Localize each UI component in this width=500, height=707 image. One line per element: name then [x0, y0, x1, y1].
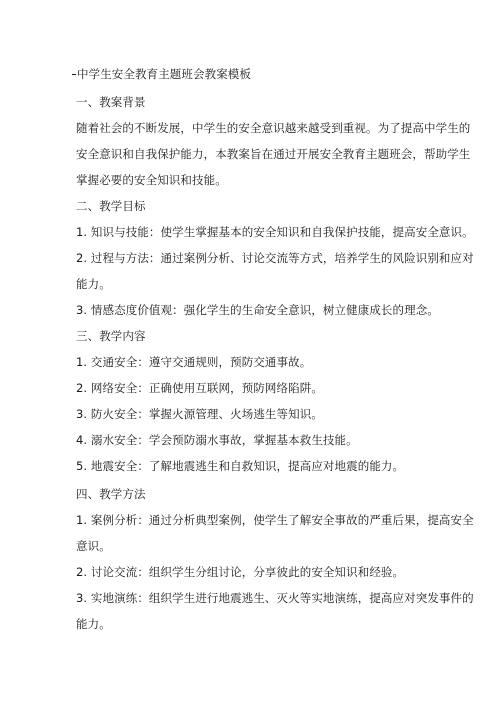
- list-item: 1. 案例分析：通过分析典型案例，使学生了解安全事故的严重后果，提高安全: [76, 513, 474, 527]
- section-heading-background: 一、教案背景: [76, 95, 146, 109]
- section-heading-goals: 二、教学目标: [76, 199, 146, 213]
- list-item-continuation: 能力。: [76, 617, 111, 631]
- list-item: 3. 情感态度价值观：强化学生的生命安全意识，树立健康成长的理念。: [76, 303, 439, 317]
- document-title: [72, 67, 251, 81]
- paragraph-line: 随着社会的不断发展，中学生的安全意识越来越受到重视。为了提高中学生的: [76, 121, 471, 135]
- list-item: 1. 知识与技能：使学生掌握基本的安全知识和自我保护技能，提高安全意识。: [76, 225, 474, 239]
- list-item: 4. 溺水安全：学会预防溺水事故，掌握基本救生技能。: [76, 433, 358, 447]
- list-item: 2. 过程与方法：通过案例分析、讨论交流等方式，培养学生的风险识别和应对: [76, 251, 474, 265]
- list-item: 2. 讨论交流：组织学生分组讨论，分享彼此的安全知识和经验。: [76, 565, 405, 579]
- list-item-continuation: 意识。: [76, 539, 111, 553]
- paragraph-line: 安全意识和自我保护能力，本教案旨在通过开展安全教育主题班会，帮助学生: [76, 147, 471, 161]
- paragraph-line: 掌握必要的安全知识和技能。: [76, 173, 227, 187]
- document-title-text: 中学生安全教育主题班会教案模板: [77, 67, 251, 81]
- list-item: 2. 网络安全：正确使用互联网，预防网络陷阱。: [76, 381, 323, 395]
- list-item-continuation: 能力。: [76, 277, 111, 291]
- section-heading-methods: 四、教学方法: [76, 487, 146, 501]
- list-item: 1. 交通安全：遵守交通规则，预防交通事故。: [76, 355, 312, 369]
- title-dash-mark: [72, 74, 76, 75]
- list-item: 5. 地震安全：了解地震逃生和自救知识，提高应对地震的能力。: [76, 459, 405, 473]
- list-item: 3. 防火安全：掌握火源管理、火场逃生等知识。: [76, 407, 323, 421]
- list-item: 3. 实地演练：组织学生进行地震逃生、灭火等实地演练，提高应对突发事件的: [76, 591, 474, 605]
- section-heading-content: 三、教学内容: [76, 329, 146, 343]
